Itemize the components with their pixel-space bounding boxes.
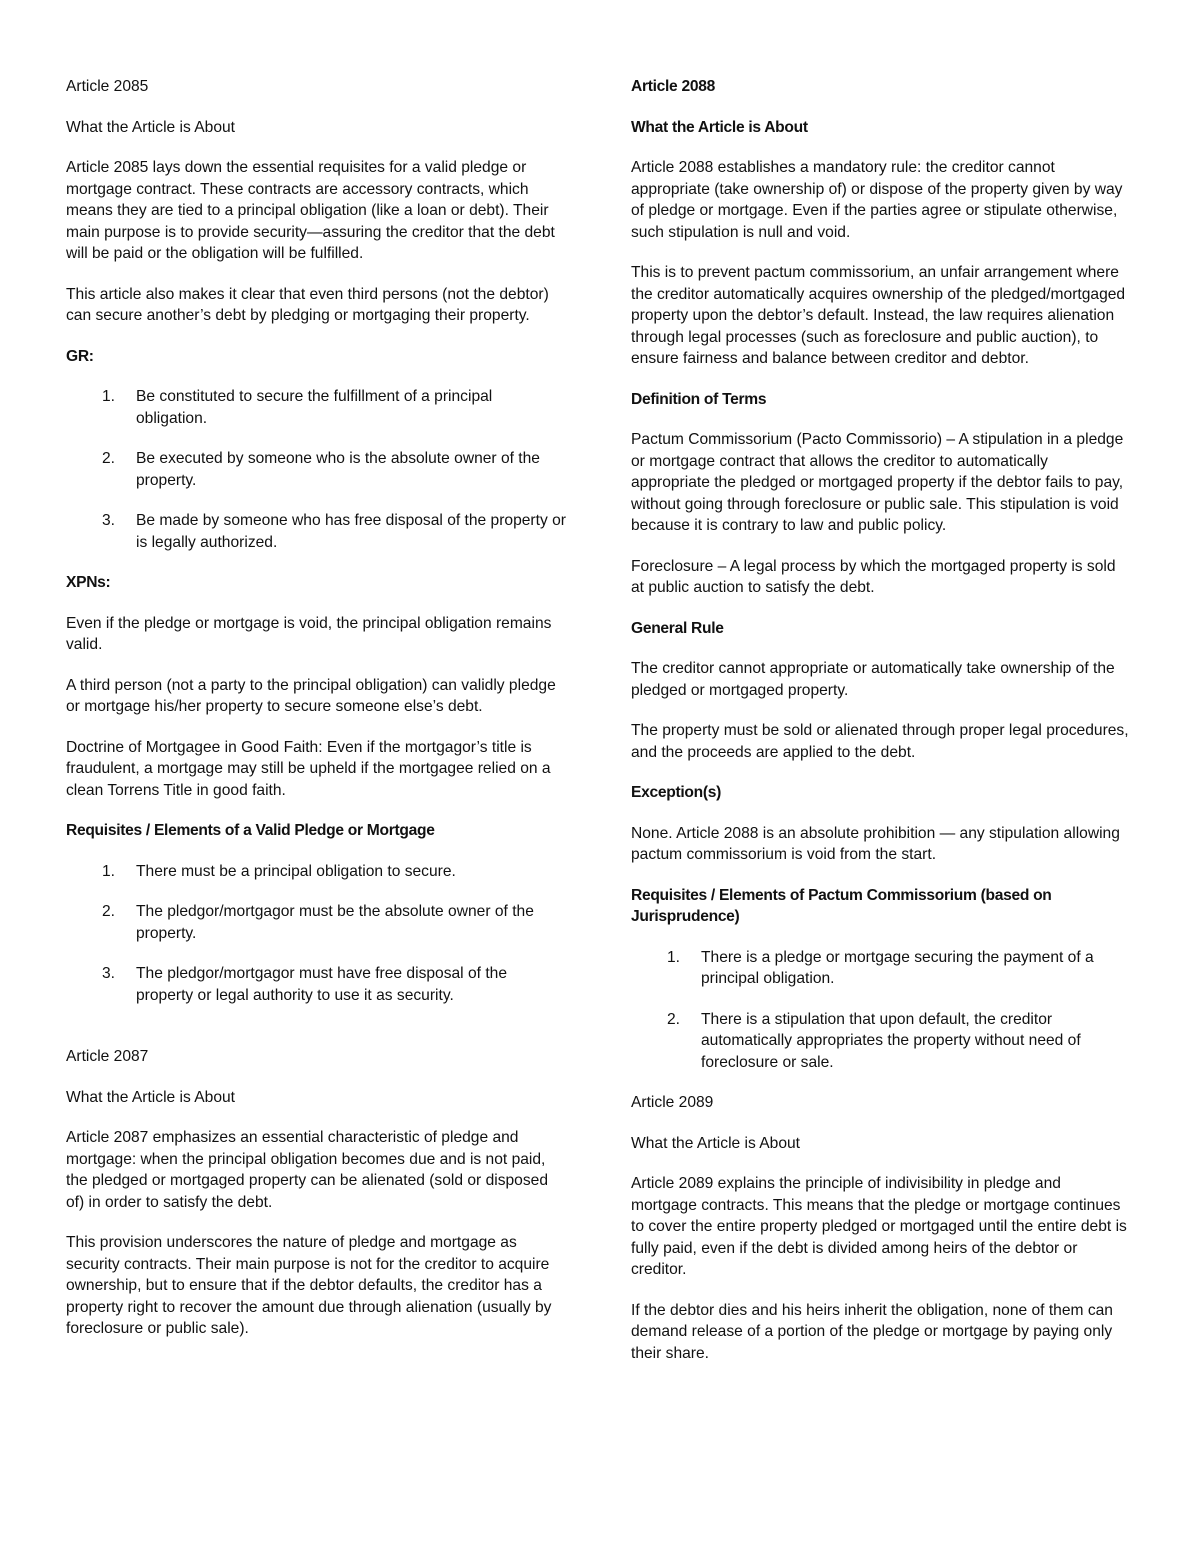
article-2085-paragraph-2: This article also makes it clear that even third persons (not the debtor) can secure another’s debt by pledging or mortgaging their property.	[66, 285, 549, 324]
list-number: 1.	[667, 948, 681, 966]
pactum-requisites-list	[631, 947, 1131, 1074]
article-2089-paragraph-2: If the debtor dies and his heirs inherit the obligation, none of them can demand release of a portion of the pledge or mortgage by paying only their share.	[631, 1301, 1113, 1362]
definition-heading: Definition of Terms	[631, 390, 767, 408]
xpn-paragraph-2: A third person (not a party to the principal obligation) can validly pledge or mortgage his/her property to secure someone else’s debt.	[66, 676, 556, 715]
list-item	[631, 1009, 1131, 1074]
list-number: 2.	[102, 450, 116, 467]
exceptions-heading: Exception(s)	[631, 784, 721, 801]
definition-pactum: Pactum Commissorium (Pacto Commissorio) – A stipulation in a pledge or mortgage contract that allows the creditor to automatically appropriate the pledged or mortgaged property if the debtor fails to pay, without going through foreclosure or public sale. This stipulation is void because it is contrary to law and public policy.	[631, 431, 1124, 534]
article-2089-paragraph-1: Article 2089 explains the principle of indivisibility in pledge and mortgage contracts. This means that the pledge or mortgage continues to cover the entire property pledged or mortgaged until the entire debt is fully paid, even if the debt is divided among heirs of the debtor or creditor.	[631, 1175, 1127, 1278]
xpn-paragraph-1: Even if the pledge or mortgage is void, the principal obligation remains valid.	[66, 614, 552, 653]
list-item-text: The pledgor/mortgagor must be the absolute owner of the property.	[136, 903, 534, 942]
left-column	[66, 76, 566, 1359]
list-item	[66, 901, 566, 944]
article-2089-title: Article 2089	[631, 1094, 714, 1111]
list-item	[66, 861, 566, 883]
list-item-text: Be executed by someone who is the absolute owner of the property.	[136, 450, 540, 489]
gr-list	[66, 386, 566, 553]
article-2087-title: Article 2087	[66, 1048, 149, 1065]
requisites-heading: Requisites / Elements of a Valid Pledge or Mortgage	[66, 822, 435, 839]
exceptions-paragraph: None. Article 2088 is an absolute prohibition — any stipulation allowing pactum commissorium is void from the start.	[631, 824, 1120, 863]
right-column	[631, 76, 1131, 1383]
article-2088-section	[631, 76, 1131, 1073]
list-number: 3.	[102, 512, 116, 529]
xpn-paragraph-3: Doctrine of Mortgagee in Good Faith: Even if the mortgagor’s title is fraudulent, a mortgage may still be upheld if the mortgagee relied on a clean Torrens Title in good faith.	[66, 738, 551, 799]
article-2087-paragraph-1: Article 2087 emphasizes an essential characteristic of pledge and mortgage: when the principal obligation becomes due and is not paid, the pledged or mortgaged property can be alienated (sold or disposed of) in order to satisfy the debt.	[66, 1129, 548, 1211]
general-rule-heading: General Rule	[631, 619, 724, 637]
article-2088-paragraph-2: This is to prevent pactum commissorium, an unfair arrangement where the creditor automatically acquires ownership of the pledged/mortgaged property upon the debtor’s default. Instead, the law requires alienation through legal processes (such as foreclosure and public auction), to ensure fairness and balance between creditor and debtor.	[631, 264, 1126, 367]
list-item-text: There is a pledge or mortgage securing the payment of a principal obligation.	[701, 948, 1094, 987]
list-item-text: Be constituted to secure the fulfillment of a principal obligation.	[136, 388, 493, 427]
list-item	[66, 448, 566, 491]
list-item	[66, 963, 566, 1006]
general-rule-paragraph-1: The creditor cannot appropriate or automatically take ownership of the pledged or mortgaged property.	[631, 660, 1115, 699]
article-2087-paragraph-2: This provision underscores the nature of pledge and mortgage as security contracts. Their main purpose is not for the creditor to acquire ownership, but to ensure that if the debtor defaults, the creditor has a property right to recover the amount due through alienation (usually by foreclosure or public sale).	[66, 1234, 552, 1337]
requisites-list	[66, 861, 566, 1007]
list-item	[631, 947, 1131, 990]
article-2089-about-heading: What the Article is About	[631, 1134, 801, 1152]
xpn-heading: XPNs:	[66, 574, 111, 591]
article-2089-section	[631, 1092, 1131, 1364]
article-2085-section	[66, 76, 566, 1006]
pactum-requisites-heading: Requisites / Elements of Pactum Commissorium (based on Jurisprudence)	[631, 886, 1052, 925]
list-number: 1.	[102, 388, 116, 405]
list-item	[66, 510, 566, 553]
article-2088-about-heading: What the Article is About	[631, 118, 808, 136]
list-number: 1.	[102, 862, 116, 880]
general-rule-paragraph-2: The property must be sold or alienated through proper legal procedures, and the proceeds are applied to the debt.	[631, 722, 1129, 761]
list-item-text: There must be a principal obligation to secure.	[136, 862, 456, 880]
article-2085-title: Article 2085	[66, 78, 149, 95]
article-2088-title: Article 2088	[631, 78, 715, 95]
list-item	[66, 386, 566, 429]
article-2088-paragraph-1: Article 2088 establishes a mandatory rule: the creditor cannot appropriate (take ownership of) or dispose of the property given by way of pledge or mortgage. Even if the parties agree or stipulate otherwise, such stipulation is null and void.	[631, 159, 1123, 241]
list-number: 2.	[667, 1010, 681, 1028]
list-number: 2.	[102, 903, 116, 920]
list-item-text: There is a stipulation that upon default, the creditor automatically appropriates the property without need of foreclosure or sale.	[701, 1010, 1081, 1071]
gr-heading: GR:	[66, 347, 94, 365]
list-item-text: The pledgor/mortgagor must have free disposal of the property or legal authority to use it as security.	[136, 965, 507, 1004]
article-2085-paragraph-1: Article 2085 lays down the essential requisites for a valid pledge or mortgage contract. These contracts are accessory contracts, which means they are tied to a principal obligation (like a loan or debt). Their main purpose is to provide security—assuring the creditor that the debt will be paid or the obligation will be fulfilled.	[66, 159, 555, 262]
definition-foreclosure: Foreclosure – A legal process by which the mortgaged property is sold at public auction to satisfy the debt.	[631, 557, 1116, 596]
article-2085-about-heading: What the Article is About	[66, 118, 236, 136]
article-2087-about-heading: What the Article is About	[66, 1088, 236, 1106]
article-2087-section	[66, 1046, 566, 1340]
list-number: 3.	[102, 965, 116, 982]
list-item-text: Be made by someone who has free disposal of the property or is legally authorized.	[136, 512, 566, 551]
